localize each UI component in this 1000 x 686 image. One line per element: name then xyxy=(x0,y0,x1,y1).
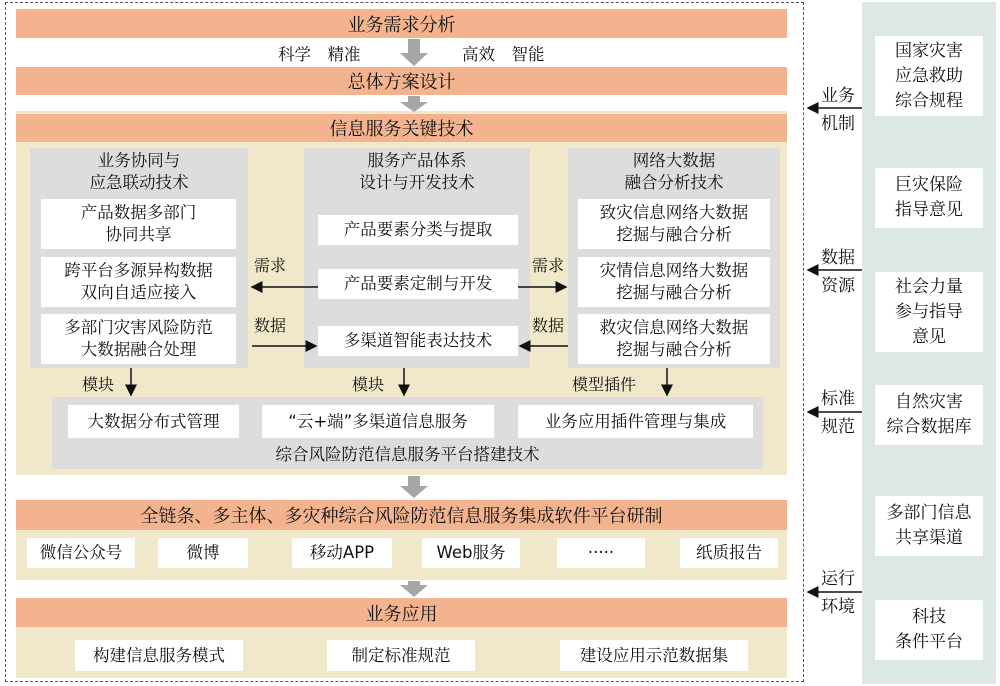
channel-more: ····· xyxy=(557,538,645,568)
keywords-right: 高效 智能 xyxy=(462,45,545,64)
middle-item-2: 产品要素定制与开发 xyxy=(318,269,518,299)
right-item-3: 救灾信息网络大数据 挖掘与融合分析 xyxy=(578,314,770,364)
middle-item-3: 多渠道智能表达技术 xyxy=(318,326,518,356)
right-column-title: 网络大数据 融合分析技术 xyxy=(624,151,724,192)
middle-item-1: 产品要素分类与提取 xyxy=(318,215,518,245)
left-item-3: 多部门灾害风险防范 大数据融合处理 xyxy=(41,314,236,364)
flow-arrows xyxy=(400,39,428,597)
flow-arrow-2 xyxy=(400,96,428,112)
application-item-3: 建设应用示范数据集 xyxy=(560,640,748,671)
module-middle-label: 模块 xyxy=(352,375,385,394)
flow-arrow-1 xyxy=(400,39,428,66)
right-item-1: 致灾信息网络大数据 挖掘与融合分析 xyxy=(578,199,770,249)
right-panel-item-3: 社会力量 参与指导 意见 xyxy=(875,272,983,352)
flow-arrow-3 xyxy=(400,476,428,498)
data-left-label: 数据 xyxy=(254,316,287,335)
overall-design-label: 总体方案设计 xyxy=(347,72,456,93)
left-item-2: 跨平台多源异构数据 双向自适应接入 xyxy=(41,257,236,307)
right-item-2: 灾情信息网络大数据 挖掘与融合分析 xyxy=(578,257,770,307)
flow-arrow-4 xyxy=(400,581,428,597)
platform-item-3: 业务应用插件管理与集成 xyxy=(518,405,753,438)
side-label-standard: 标准 规范 xyxy=(821,389,855,437)
right-panel-item-5: 多部门信息 共享渠道 xyxy=(875,496,983,556)
demand-right-label: 需求 xyxy=(532,256,565,275)
demand-left-label: 需求 xyxy=(254,256,287,275)
keywords-left: 科学 精准 xyxy=(278,45,361,64)
channel-weibo: 微博 xyxy=(158,538,248,568)
side-label-data-resource: 数据 资源 xyxy=(821,248,855,296)
middle-column-title: 服务产品体系 设计与开发技术 xyxy=(359,151,475,192)
platform-title: 综合风险防范信息服务平台搭建技术 xyxy=(275,445,540,464)
left-column-title: 业务协同与 应急联动技术 xyxy=(89,151,189,192)
key-tech-label: 信息服务关键技术 xyxy=(329,119,474,140)
data-right-label: 数据 xyxy=(532,316,565,335)
channel-mobile-app: 移动APP xyxy=(292,538,392,568)
platform-item-1: 大数据分布式管理 xyxy=(68,405,239,438)
data-flow-lines xyxy=(131,108,862,592)
demand-analysis-label: 业务需求分析 xyxy=(347,14,456,36)
right-panel-item-2: 巨灾保险 指导意见 xyxy=(875,168,983,228)
channel-web-service: Web服务 xyxy=(422,538,520,568)
plugin-right-label: 模型插件 xyxy=(572,375,637,394)
channel-wechat: 微信公众号 xyxy=(27,538,135,568)
application-item-2: 制定标准规范 xyxy=(327,640,475,671)
module-left-label: 模块 xyxy=(82,375,115,394)
channel-paper-report: 纸质报告 xyxy=(680,538,778,568)
left-item-1: 产品数据多部门 协同共享 xyxy=(41,199,236,249)
application-item-1: 构建信息服务模式 xyxy=(75,640,243,671)
side-label-business-mechanism: 业务 机制 xyxy=(821,86,855,134)
platform-item-2: “云+端”多渠道信息服务 xyxy=(262,405,494,438)
right-panel-item-4: 自然灾害 综合数据库 xyxy=(875,385,983,445)
right-panel-item-6: 科技 条件平台 xyxy=(875,600,983,660)
software-title: 全链条、多主体、多灾种综合风险防范信息服务集成软件平台研制 xyxy=(140,506,663,527)
application-title: 业务应用 xyxy=(365,603,438,625)
right-panel-item-1: 国家灾害 应急救助 综合规程 xyxy=(875,36,983,116)
side-label-environment: 运行 环境 xyxy=(821,569,855,617)
